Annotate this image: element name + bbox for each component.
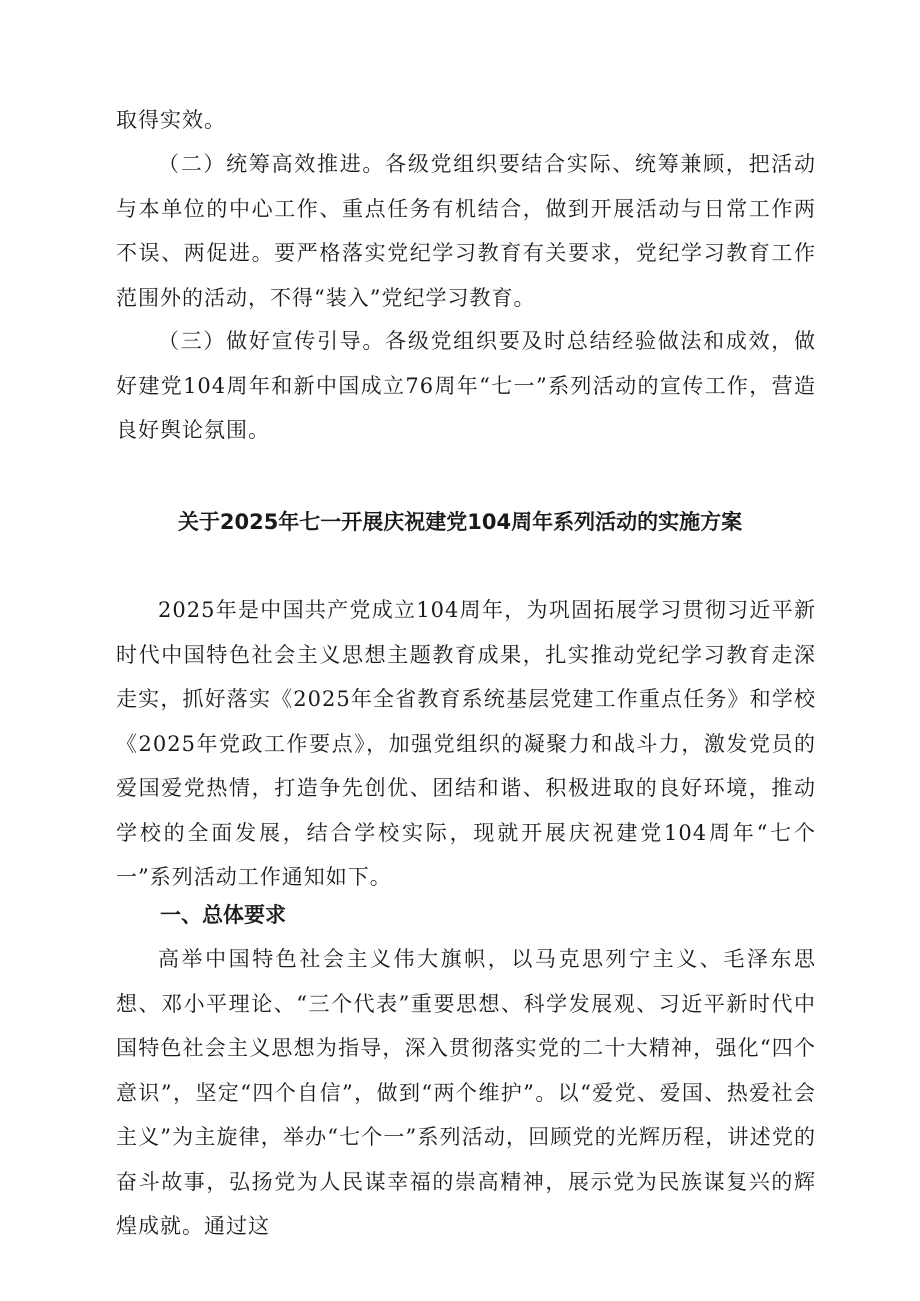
document-title: 关于2025年七一开展庆祝建党104周年系列活动的实施方案 bbox=[177, 510, 743, 534]
section-one-heading: 一、总体要求 bbox=[160, 903, 286, 927]
section-one-paragraph: 高举中国特色社会主义伟大旗帜，以马克思列宁主义、毛泽东思想、邓小平理论、“三个代表”重要思想、科学发展观、习近平新时代中国特色社会主义思想为指导，深入贯彻落实党的二十大精神，强化“四个意识”，坚定“四个自信”，做到“两个维护”。以“爱党、爱国、热爱社会主义”为主旋律，举办“七个一”系列活动，回顾党的光辉历程，讲述党的奋斗故事，弘扬党为人民谋幸福的崇高精神，展示党为民族谋复兴的辉煌成就。通过这 bbox=[116, 947, 816, 1238]
continuation-paragraph: 取得实效。 bbox=[116, 108, 226, 132]
item-three-paragraph: （三）做好宣传引导。各级党组织要及时总结经验做法和成效，做好建党104周年和新中国成立76周年“七一”系列活动的宣传工作，营造良好舆论氛围。 bbox=[116, 329, 816, 442]
intro-paragraph: 2025年是中国共产党成立104周年，为巩固拓展学习贯彻习近平新时代中国特色社会主义思想主题教育成果，扎实推动党纪学习教育走深走实，抓好落实《2025年全省教育系统基层党建工作重点任务》和学校《2025年党政工作要点》，加强党组织的凝聚力和战斗力，激发党员的爱国爱党热情，打造争先创优、团结和谐、积极进取的良好环境，推动学校的全面发展，结合学校实际，现就开展庆祝建党104周年“七个一”系列活动工作通知如下。 bbox=[116, 598, 816, 889]
item-two-paragraph: （二）统筹高效推进。各级党组织要结合实际、统筹兼顾，把活动与本单位的中心工作、重点任务有机结合，做到开展活动与日常工作两不误、两促进。要严格落实党纪学习教育有关要求，党纪学习教育工作范围外的活动，不得“装入”党纪学习教育。 bbox=[116, 152, 816, 310]
